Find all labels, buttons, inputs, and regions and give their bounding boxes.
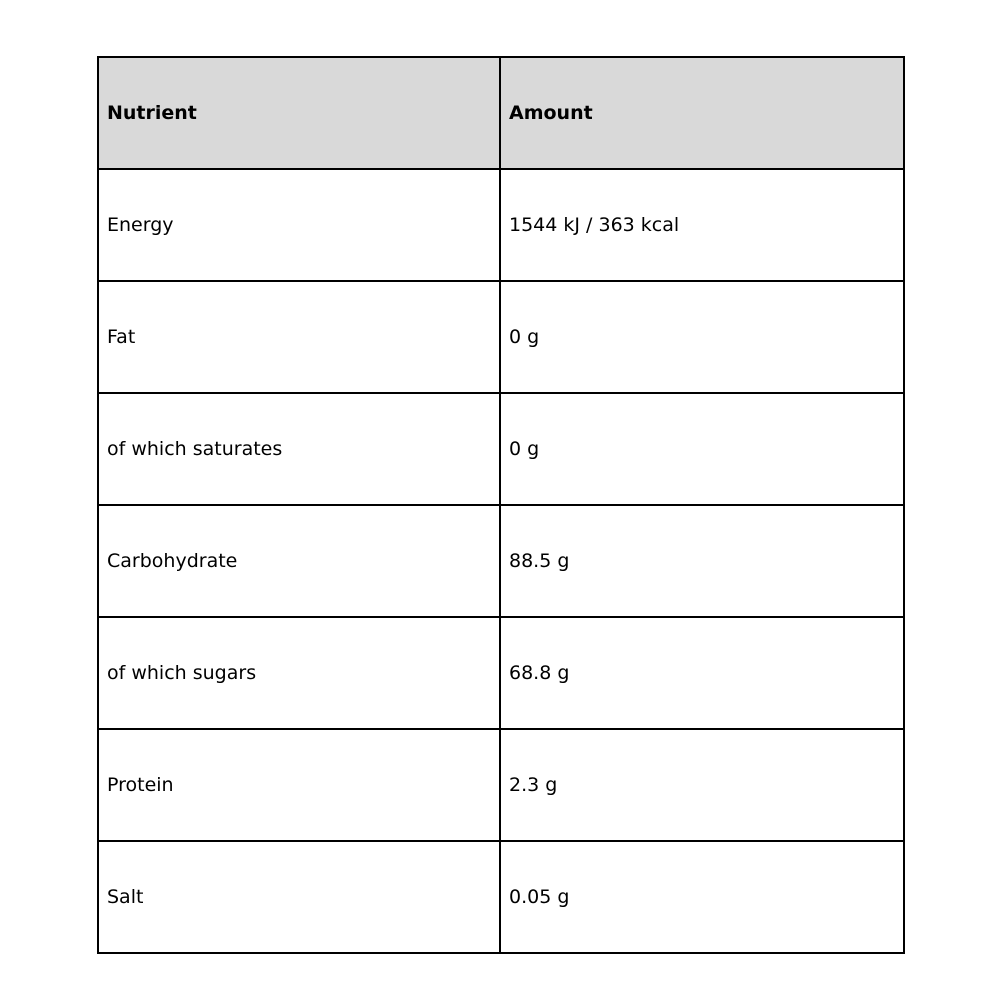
amount-cell: 88.5 g	[500, 505, 904, 617]
nutrition-table	[97, 56, 905, 954]
table-row	[98, 729, 904, 841]
nutrient-cell: Protein	[98, 729, 500, 841]
table-row	[98, 617, 904, 729]
header-nutrient: Nutrient	[98, 57, 500, 169]
amount-cell: 1544 kJ / 363 kcal	[500, 169, 904, 281]
amount-cell: 0 g	[500, 393, 904, 505]
table-row	[98, 841, 904, 953]
table-row	[98, 505, 904, 617]
table-row	[98, 281, 904, 393]
nutrient-cell: Energy	[98, 169, 500, 281]
header-row	[98, 57, 904, 169]
nutrient-cell: Carbohydrate	[98, 505, 500, 617]
amount-cell: 68.8 g	[500, 617, 904, 729]
table-row	[98, 169, 904, 281]
table-header	[98, 57, 904, 169]
table-body	[98, 169, 904, 953]
table-row	[98, 393, 904, 505]
nutrient-cell: Fat	[98, 281, 500, 393]
nutrient-cell: of which sugars	[98, 617, 500, 729]
amount-cell: 0.05 g	[500, 841, 904, 953]
amount-cell: 0 g	[500, 281, 904, 393]
header-amount: Amount	[500, 57, 904, 169]
nutrient-cell: Salt	[98, 841, 500, 953]
amount-cell: 2.3 g	[500, 729, 904, 841]
nutrient-cell: of which saturates	[98, 393, 500, 505]
